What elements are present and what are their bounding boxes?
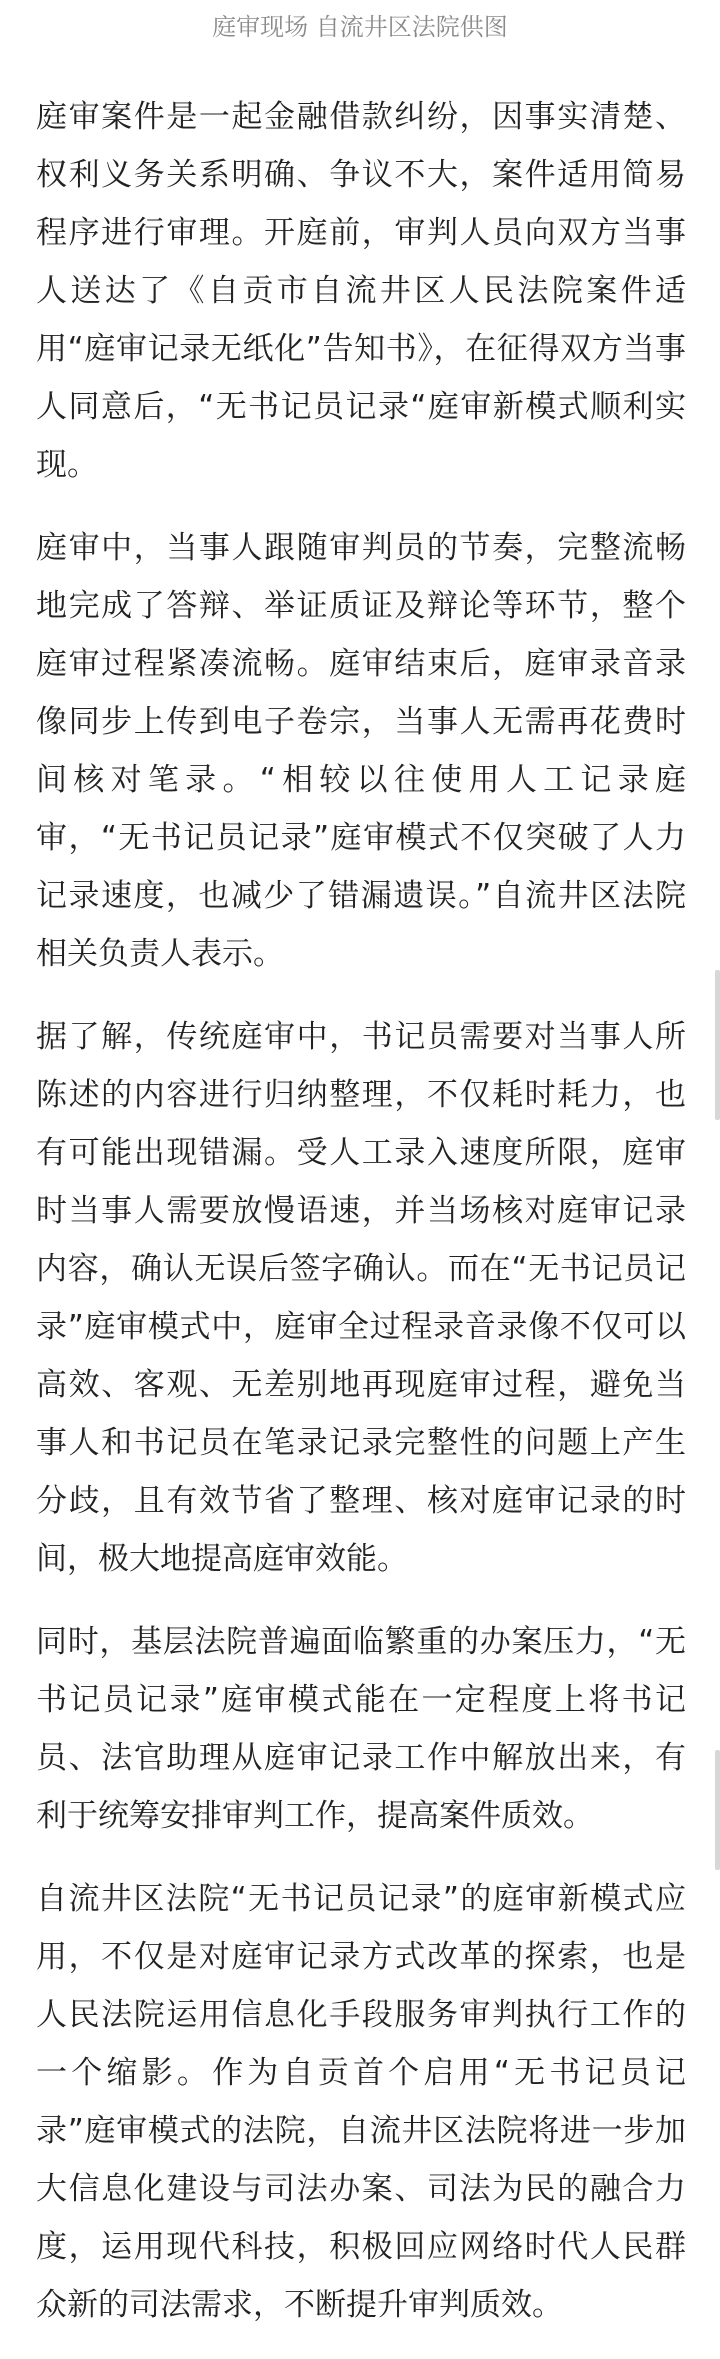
article-paragraph-5: 自流井区法院“无书记员记录”的庭审新模式应用，不仅是对庭审记录方式改革的探索，也是人民法院运用信息化手段服务审判执行工作的一个缩影。作为自贡首个启用“无书记员记录”庭审模式的法院，自流井区法院将进一步加大信息化建设与司法办案、司法为民的融合力度，运用现代科技，积极回应网络时代人民群众新的司法需求，不断提升审判质效。 (36, 1881, 686, 2323)
article-paragraph-3: 据了解，传统庭审中，书记员需要对当事人所陈述的内容进行归纳整理，不仅耗时耗力，也有可能出现错漏。受人工录入速度所限，庭审时当事人需要放慢语速，并当场核对庭审记录内容，确认无误后签字确认。而在“无书记员记录”庭审模式中，庭审全过程录音录像不仅可以高效、客观、无差别地再现庭审过程，避免当事人和书记员在笔录记录完整性的问题上产生分歧，且有效节省了整理、核对庭审记录的时间，极大地提高庭审效能。 (36, 1019, 686, 1577)
article-body (36, 88, 686, 2359)
image-caption: 庭审现场 自流井区法院供图 (212, 13, 508, 41)
scrollbar-segment-lower[interactable] (715, 1750, 720, 1870)
article-paragraph-2: 庭审中，当事人跟随审判员的节奏，完整流畅地完成了答辩、举证质证及辩论等环节，整个庭审过程紧凑流畅。庭审结束后，庭审录音录像同步上传到电子卷宗，当事人无需再花费时间核对笔录。“相较以往使用人工记录庭审，“无书记员记录”庭审模式不仅突破了人力记录速度，也减少了错漏遗误。”自流井区法院相关负责人表示。 (36, 530, 686, 972)
article-paragraph-1: 庭审案件是一起金融借款纠纷，因事实清楚、权利义务关系明确、争议不大，案件适用简易程序进行审理。开庭前，审判人员向双方当事人送达了《自贡市自流井区人民法院案件适用“庭审记录无纸化”告知书》，在征得双方当事人同意后，“无书记员记录“庭审新模式顺利实现。 (36, 99, 686, 483)
article-paragraph-4: 同时，基层法院普遍面临繁重的办案压力，“无书记员记录”庭审模式能在一定程度上将书记员、法官助理从庭审记录工作中解放出来，有利于统筹安排审判工作，提高案件质效。 (36, 1624, 686, 1834)
scrollbar-segment-upper[interactable] (715, 970, 720, 1120)
